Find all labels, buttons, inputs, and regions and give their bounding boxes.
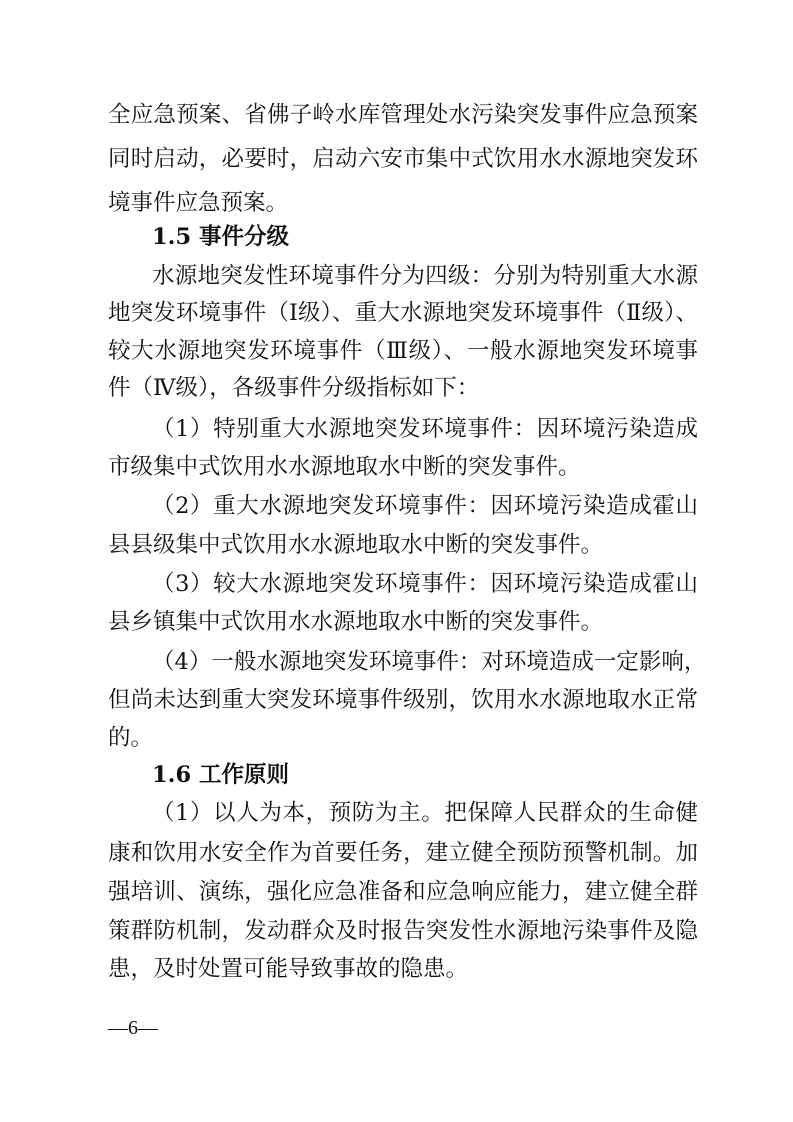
text-line: （4）一般水源地突发环境事件：对环境造成一定影响， — [152, 649, 707, 675]
text-line: 的。 — [108, 725, 154, 751]
text-line: 强培训、演练，强化应急准备和应急响应能力，建立健全群 — [108, 879, 698, 905]
text-line: （2）重大水源地突发环境事件：因环境污染造成霍山 — [152, 493, 698, 519]
text-line: 地突发环境事件（Ⅰ级）、重大水源地突发环境事件（Ⅱ级）、 — [108, 300, 698, 326]
text-line: 患，及时处置可能导致事故的隐患。 — [108, 956, 469, 982]
text-line: 市级集中式饮用水水源地取水中断的突发事件。 — [108, 454, 581, 480]
text-line: （1）以人为本，预防为主。把保障人民群众的生命健 — [152, 800, 698, 826]
page-number: —6— — [108, 1017, 158, 1039]
text-line: （3）较大水源地突发环境事件：因环境污染造成霍山 — [152, 571, 698, 597]
text-line: 境事件应急预案。 — [108, 190, 289, 216]
text-line: （1）特别重大水源地突发环境事件：因环境污染造成 — [152, 416, 698, 442]
text-line: 件（Ⅳ级），各级事件分级指标如下： — [108, 375, 480, 401]
text-line: 水源地突发性环境事件分为四级：分别为特别重大水源 — [152, 263, 698, 289]
text-line: 但尚未达到重大突发环境事件级别，饮用水水源地取水正常 — [108, 687, 698, 713]
text-line: 策群防机制，发动群众及时报告突发性水源地污染事件及隐 — [108, 918, 698, 944]
section-heading-1-5: 1.5 事件分级 — [152, 224, 289, 250]
text-line: 县乡镇集中式饮用水水源地取水中断的突发事件。 — [108, 609, 604, 635]
text-line: 全应急预案、省佛子岭水库管理处水污染突发事件应急预案 — [108, 102, 698, 128]
text-line: 康和饮用水安全作为首要任务，建立健全预防预警机制。加 — [108, 840, 698, 866]
text-line: 同时启动，必要时，启动六安市集中式饮用水水源地突发环 — [108, 146, 698, 172]
section-heading-1-6: 1.6 工作原则 — [152, 762, 289, 788]
text-line: 较大水源地突发环境事件（Ⅲ级）、一般水源地突发环境事 — [108, 338, 698, 364]
text-line: 县县级集中式饮用水水源地取水中断的突发事件。 — [108, 532, 604, 558]
